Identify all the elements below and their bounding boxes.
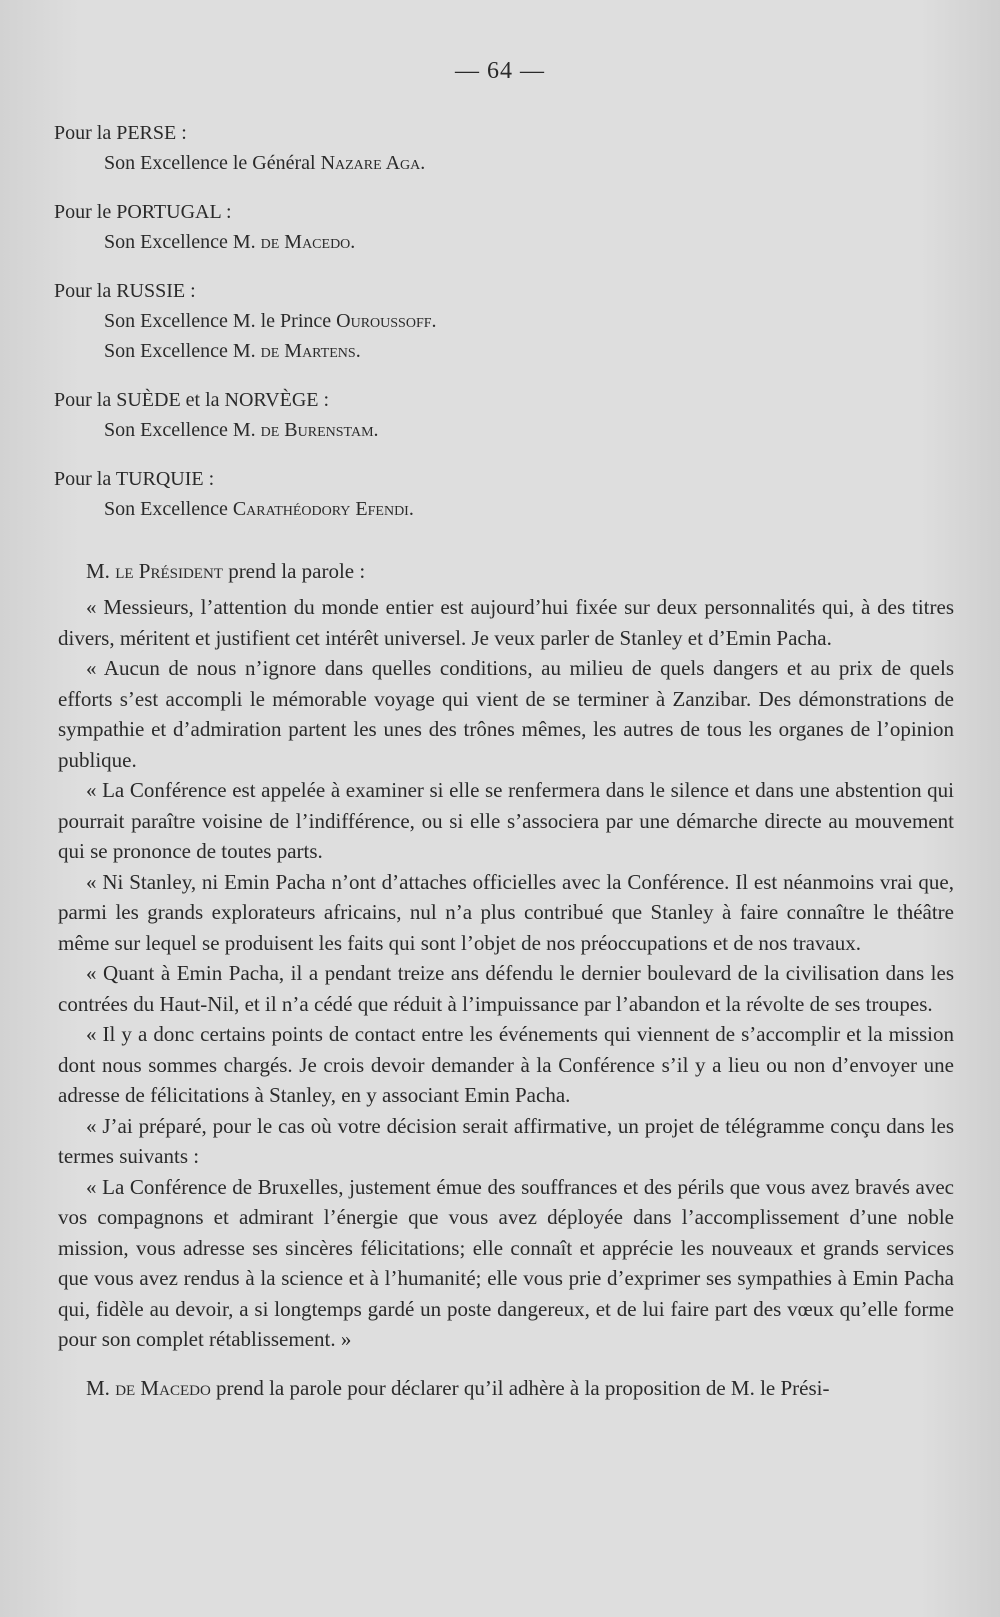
delegate-suffix: . <box>408 498 414 520</box>
delegations-list <box>54 118 934 543</box>
delegate-name: de Burenstam <box>260 419 374 441</box>
delegate-suffix: . <box>350 231 356 253</box>
intro-suffix: prend la parole : <box>222 559 366 583</box>
delegate-line <box>54 227 934 257</box>
speech-paragraph: « Aucun de nous n’ignore dans quelles conditions, au milieu de quels dangers et au prix de quels efforts s’est accompli le mémorable voyage qui vient de se terminer à Zanzibar. Des démonstrations de sympathie et d’admiration partent les unes des trônes mêmes, les autres de tous les organes de l’opinion publique. <box>58 656 954 772</box>
delegate-name: Nazare Aga <box>320 152 421 174</box>
speech-paragraph: « La Conférence est appelée à examiner si elle se renfermera dans le silence et dans une abstention qui pourrait paraître voisine de l’indifférence, ou si elle s’associera par une démarche directe au mouvement qui se prononce de toutes parts. <box>58 778 954 863</box>
delegate-title: Son Excellence <box>104 498 233 520</box>
body-text <box>58 556 954 1403</box>
country-block <box>54 118 934 178</box>
delegate-name: de Martens <box>260 340 356 362</box>
delegate-name: Carathéodory Efendi <box>232 498 409 520</box>
delegate-line <box>54 306 934 336</box>
page-number: — 64 — <box>455 58 545 84</box>
delegate-name: de Macedo <box>260 231 351 253</box>
speech-paragraph: « Messieurs, l’attention du monde entier est aujourd’hui fixée sur deux personnalités qui, à des titres divers, méritent et justifient cet intérêt universel. Je veux parler de Stanley et d’Emin Pacha. <box>58 595 954 650</box>
closing-paragraph <box>58 1373 954 1404</box>
delegate-line <box>54 336 934 366</box>
country-heading: Pour la PERSE : <box>54 122 187 144</box>
country-block <box>54 385 934 445</box>
speech-paragraph: « Il y a donc certains points de contact entre les événements qui viennent de s’accomplir et la mission dont nous sommes chargés. Je crois devoir demander à la Conférence s’il y a lieu ou non d’envoyer une adresse de félicitations à Stanley, en y associant Emin Pacha. <box>58 1022 954 1107</box>
speech-paragraph: « La Conférence de Bruxelles, justement émue des souffrances et des périls que vous avez bravés avec vos compagnons et admirant l’énergie que vous avez déployée dans l’accomplissement d’une noble mission, vous adresse ses sincères félicitations; elle connaît et apprécie les nouveaux et grands services que vous avez rendus à la science et à l’humanité; elle vous prie d’exprimer ses sympathies à Emin Pacha qui, fidèle au devoir, a si longtemps gardé un poste dangereux, et de lui faire part des vœux qu’elle forme pour son complet rétablissement. » <box>58 1174 954 1351</box>
country-heading: Pour la RUSSIE : <box>54 280 196 302</box>
delegate-title: Son Excellence M. <box>104 419 261 441</box>
country-block <box>54 276 934 366</box>
delegate-title: Son Excellence le Général <box>104 152 321 174</box>
speech-paragraph: « J’ai préparé, pour le cas où votre décision serait affirmative, un projet de télégramme conçu dans les termes suivants : <box>58 1113 954 1168</box>
delegate-title: Son Excellence M. le Prince <box>104 310 337 332</box>
speaker-intro <box>86 556 954 586</box>
closing-prefix: M. <box>86 1375 116 1400</box>
speech-paragraph: « Quant à Emin Pacha, il a pendant treize ans défendu le dernier boulevard de la civilisation dans les contrées du Haut-Nil, et il n’a cédé que réduit à l’impuissance par l’abandon et la révolte de ses troupes. <box>58 961 954 1016</box>
speaker-title: le Président <box>115 559 223 583</box>
delegate-title: Son Excellence M. <box>104 340 261 362</box>
delegate-suffix: . <box>420 152 426 174</box>
country-heading: Pour le PORTUGAL : <box>54 201 232 223</box>
speech-paragraphs <box>58 592 954 1355</box>
speech-paragraph: « Ni Stanley, ni Emin Pacha n’ont d’attaches officielles avec la Conférence. Il est néanmoins vrai que, parmi les grands explorateurs africains, nul n’a plus contribué que Stanley à faire connaître le théâtre même sur lequel se produisent les faits qui sont l’objet de nos préoccupations et de nos travaux. <box>58 869 954 955</box>
intro-prefix: M. <box>86 559 116 583</box>
country-block <box>54 197 934 257</box>
closing-text: prend la parole pour déclarer qu’il adhère à la proposition de M. le Prési- <box>210 1375 830 1400</box>
closing-speaker-name: de Macedo <box>115 1375 211 1400</box>
delegate-title: Son Excellence M. <box>104 231 261 253</box>
delegate-line <box>54 415 934 445</box>
country-heading: Pour la SUÈDE et la NORVÈGE : <box>54 389 330 411</box>
delegate-line <box>54 494 934 524</box>
country-block <box>54 464 934 524</box>
country-heading: Pour la TURQUIE : <box>54 468 215 490</box>
delegate-suffix: . <box>373 419 379 441</box>
delegate-suffix: . <box>355 340 361 362</box>
delegate-name: Ouroussoff <box>336 310 432 332</box>
delegate-line <box>54 148 934 178</box>
delegate-suffix: . <box>431 310 437 332</box>
